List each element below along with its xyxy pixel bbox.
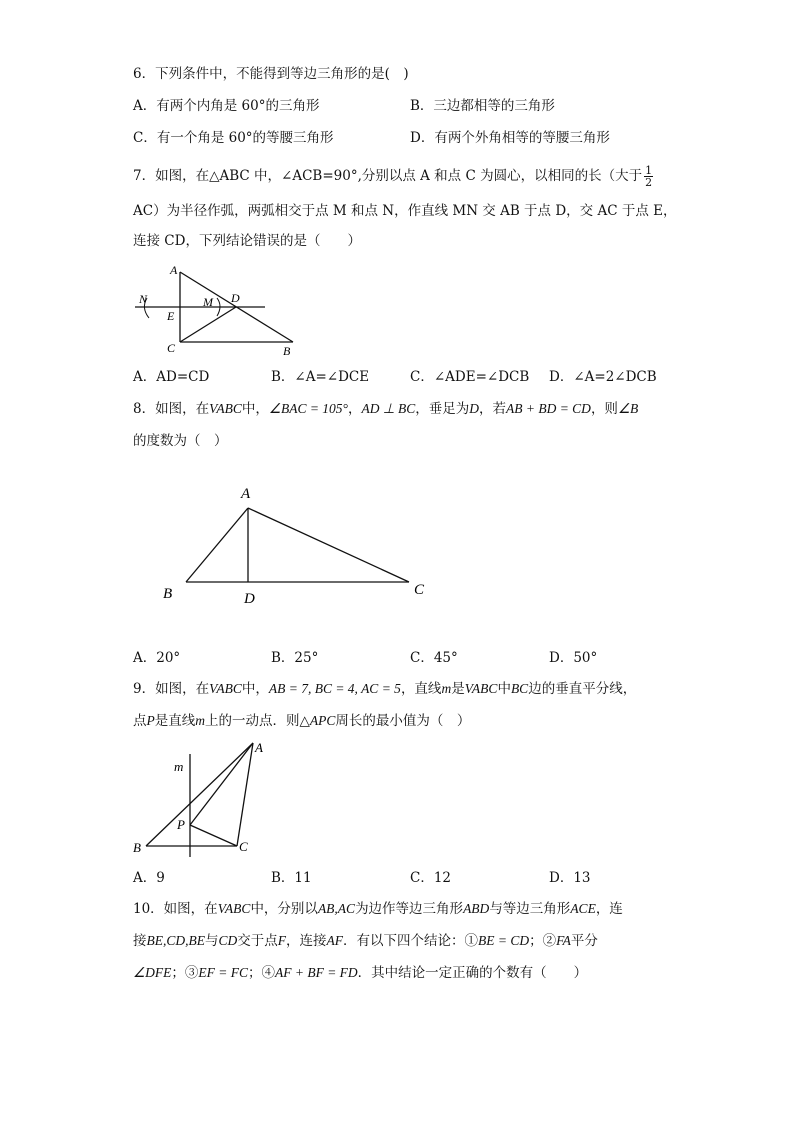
q8-angle-b: ∠B [617, 401, 639, 416]
q8-text-4: ，若 [478, 401, 506, 417]
q9-text-7: 点 [133, 713, 147, 729]
q10-stem-line3 [133, 963, 587, 983]
q10-conclusion-4: AF + BF = FD [274, 965, 358, 980]
q8-option-d[interactable]: D．50° [549, 650, 598, 666]
q7-stem-line1 [133, 165, 655, 188]
q10-triangle: VABC [217, 901, 251, 916]
q10-conclusion-1: BE = CD [478, 933, 530, 948]
q8-option-a[interactable]: A．20° [133, 650, 181, 666]
q7-option-c[interactable]: C．∠ADE=∠DCB [410, 369, 530, 385]
q10-point-f: F [277, 933, 287, 948]
q7-figure [125, 258, 305, 358]
q9-text-6: 边的垂直平分线， [528, 681, 637, 697]
q8-label-c: C [414, 582, 425, 598]
q8-option-c[interactable]: C．45° [410, 650, 458, 666]
q8-text-5: ，则 [590, 401, 618, 417]
q7-label-c: C [167, 341, 176, 355]
q7-option-b[interactable]: B．∠A=∠DCE [271, 369, 370, 385]
q9-line-m: m [441, 681, 452, 696]
q10-angle-dfe: ∠DFE [133, 965, 172, 980]
q9-figure [128, 734, 278, 860]
q10-text-5: ，连 [595, 901, 623, 917]
q7-label-b: B [283, 344, 291, 358]
q9-text-3: ，直线 [400, 681, 442, 697]
q10-segment-cd: CD [218, 933, 238, 948]
q9-label-a: A [255, 740, 263, 755]
q8-point-d: D [469, 401, 479, 416]
q6-option-c[interactable]: C．有一个角是 60°的等腰三角形 [133, 130, 334, 146]
q8-text-3: ，垂足为 [415, 401, 470, 417]
q10-conclusion-3: EF = FC [198, 965, 248, 980]
q9-text-1: 9．如图，在 [133, 681, 210, 697]
q10-triangle-abd: ABD [463, 901, 490, 916]
q9-option-d[interactable]: D．13 [549, 870, 591, 886]
q10-text-10: ．有以下四个结论：① [343, 933, 479, 949]
q8-label-b: B [163, 586, 173, 602]
q9-text-4: 是 [451, 681, 465, 697]
q10-text-3: 为边作等边三角形 [355, 901, 464, 917]
q7-fraction-half: $\frac{1}{2}$ [645, 164, 653, 189]
q9-text-2: 中， [241, 681, 269, 697]
q9-point-p: P [146, 713, 155, 728]
q8-text-2: 中， [241, 401, 269, 417]
q10-stem-line2 [133, 931, 598, 951]
q9-condition-sides: AB = 7, BC = 4, AC = 5 [268, 681, 401, 696]
q10-text-4: 与等边三角形 [489, 901, 571, 917]
q6-option-d[interactable]: D．有两个外角相等的等腰三角形 [410, 130, 610, 146]
q10-triangle-ace: ACE [570, 901, 596, 916]
q10-sides-ab-ac: AB,AC [317, 901, 356, 916]
q6-stem: 6．下列条件中，不能得到等边三角形的是( ) [133, 66, 409, 82]
q8-label-d: D [244, 591, 255, 607]
q7-stem-line2: AC）为半径作弧，两弧相交于点 M 和点 N，作直线 MN 交 AB 于点 D，交 AC 于点 E， [133, 203, 677, 219]
q10-text-9: ，连接 [286, 933, 327, 949]
q7-label-m: M [203, 295, 213, 309]
q6-option-a[interactable]: A．有两个内角是 60°的三角形 [133, 98, 320, 114]
q8-label-a: A [241, 486, 251, 502]
q8-sep: ， [347, 401, 362, 417]
q9-side-bc: BC [510, 681, 529, 696]
q10-segment-fa: FA [556, 933, 571, 948]
q9-text-5: 中 [497, 681, 511, 697]
q9-option-a[interactable]: A．9 [133, 870, 165, 886]
q10-stem-line1 [133, 899, 623, 919]
q9-label-m: m [174, 759, 184, 774]
q10-text-2: 中，分别以 [250, 901, 318, 917]
q9-text-9: 上的一动点．则△ [205, 713, 310, 729]
q9-option-b[interactable]: B．11 [271, 870, 312, 886]
q10-text-8: 交于点 [237, 933, 278, 949]
q9-label-p: P [177, 817, 185, 832]
q6-option-b[interactable]: B．三边都相等的三角形 [410, 98, 555, 114]
q10-text-15: ．其中结论一定正确的个数有（ ） [357, 965, 588, 981]
q10-text-6: 接 [133, 933, 147, 949]
q9-option-c[interactable]: C．12 [410, 870, 452, 886]
q9-line-m-2: m [195, 713, 205, 728]
q10-text-7: 与 [205, 933, 219, 949]
q8-option-b[interactable]: B．25° [271, 650, 319, 666]
q7-stem-line3: 连接 CD，下列结论错误的是（ ） [133, 233, 361, 249]
q7-label-a: A [170, 263, 178, 277]
q8-stem-line1 [133, 399, 638, 419]
q9-triangle-2: VABC [464, 681, 498, 696]
q10-text-14: ；④ [247, 965, 275, 981]
q8-figure [155, 478, 445, 608]
q9-label-c: C [239, 839, 248, 854]
q9-stem-line2 [133, 711, 470, 731]
q9-label-b: B [133, 840, 141, 855]
q10-text-11: ；② [529, 933, 557, 949]
q7-label-e: E [167, 309, 175, 323]
q9-text-8: 是直线 [154, 713, 196, 729]
q7-stem-text1: 7．如图，在△ABC 中，∠ACB=90°,分别以点 A 和点 C 为圆心，以相同的长（大于 [133, 168, 643, 184]
q7-label-d: D [231, 291, 240, 305]
q7-option-d[interactable]: D．∠A=2∠DCB [549, 369, 657, 385]
q8-stem-line2: 的度数为（ ） [133, 433, 228, 449]
q10-text-12: 平分 [570, 933, 598, 949]
q10-segment-af: AF [326, 933, 344, 948]
q9-triangle-apc: APC [309, 713, 336, 728]
q9-stem-line1 [133, 679, 636, 699]
q8-condition-perp: AD ⊥ BC [361, 401, 416, 416]
q10-text-1: 10．如图，在 [133, 901, 218, 917]
q8-triangle: VABC [209, 401, 242, 416]
q7-label-n: N [139, 292, 148, 306]
q8-text-1: 8．如图，在 [133, 401, 210, 417]
q8-condition-angle: ∠BAC = 105° [268, 401, 348, 416]
q10-segments: BE,CD,BE [146, 933, 205, 948]
q9-triangle: VABC [209, 681, 242, 696]
q9-text-10: 周长的最小值为（ ） [335, 713, 471, 729]
q8-condition-sum: AB + BD = CD [505, 401, 591, 416]
q7-option-a[interactable]: A．AD=CD [133, 369, 210, 385]
q10-text-13: ；③ [171, 965, 199, 981]
